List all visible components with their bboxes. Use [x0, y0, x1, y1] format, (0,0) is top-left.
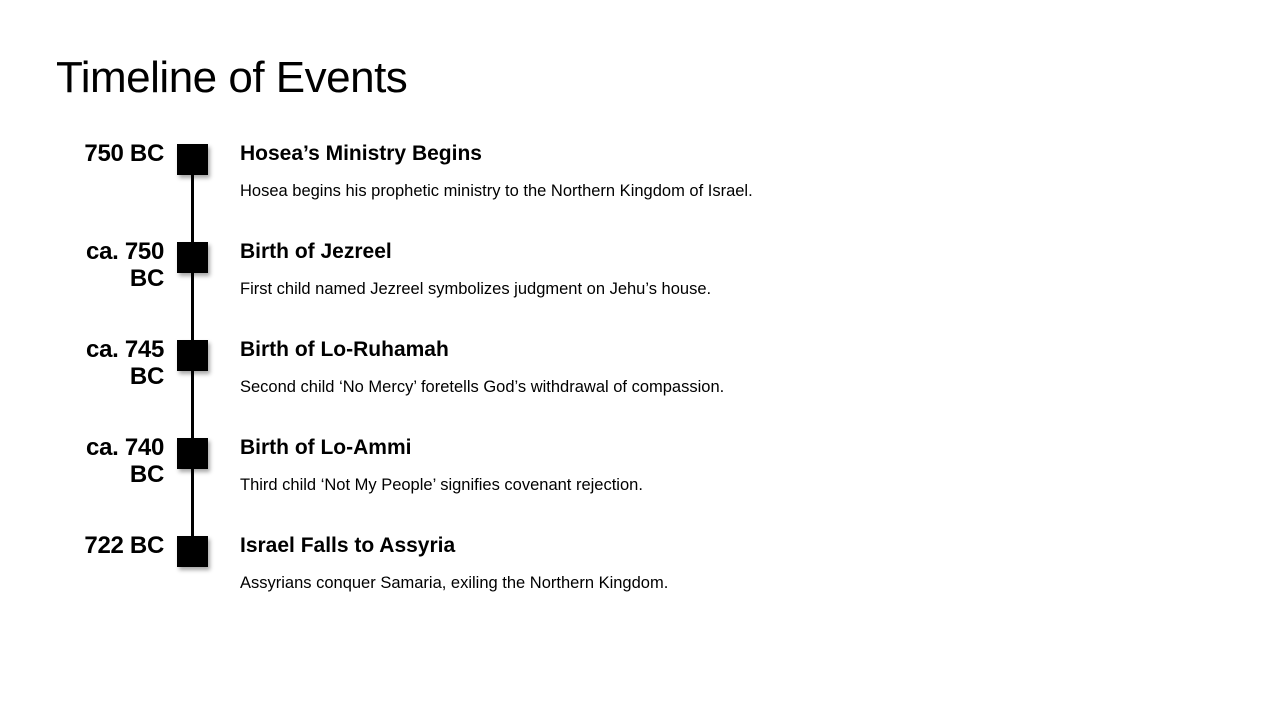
timeline-event	[0, 434, 1280, 524]
event-marker	[177, 144, 208, 175]
event-description: First child named Jezreel symbolizes judgment on Jehu’s house.	[240, 280, 712, 298]
event-date: 750 BC	[84, 140, 164, 167]
event-marker	[177, 438, 208, 469]
event-date: ca. 745 BC	[86, 336, 164, 390]
event-description: Assyrians conquer Samaria, exiling the Northern Kingdom.	[240, 574, 669, 592]
event-description: Third child ‘Not My People’ signifies covenant rejection.	[240, 476, 643, 494]
event-title: Birth of Lo-Ruhamah	[240, 338, 449, 361]
timeline-event	[0, 532, 1280, 622]
event-date: 722 BC	[84, 532, 164, 559]
event-date: ca. 750 BC	[86, 238, 164, 292]
page-title: Timeline of Events	[56, 53, 408, 102]
event-title: Birth of Lo-Ammi	[240, 436, 412, 459]
event-description: Hosea begins his prophetic ministry to the Northern Kingdom of Israel.	[240, 182, 753, 200]
event-title: Israel Falls to Assyria	[240, 534, 456, 557]
event-title: Birth of Jezreel	[240, 240, 392, 263]
timeline-event	[0, 238, 1280, 328]
event-description: Second child ‘No Mercy’ foretells God’s withdrawal of compassion.	[240, 378, 725, 396]
event-marker	[177, 340, 208, 371]
timeline-event	[0, 336, 1280, 426]
event-date: ca. 740 BC	[86, 434, 164, 488]
timeline-event	[0, 140, 1280, 230]
event-marker	[177, 536, 208, 567]
event-marker	[177, 242, 208, 273]
event-title: Hosea’s Ministry Begins	[240, 142, 482, 165]
